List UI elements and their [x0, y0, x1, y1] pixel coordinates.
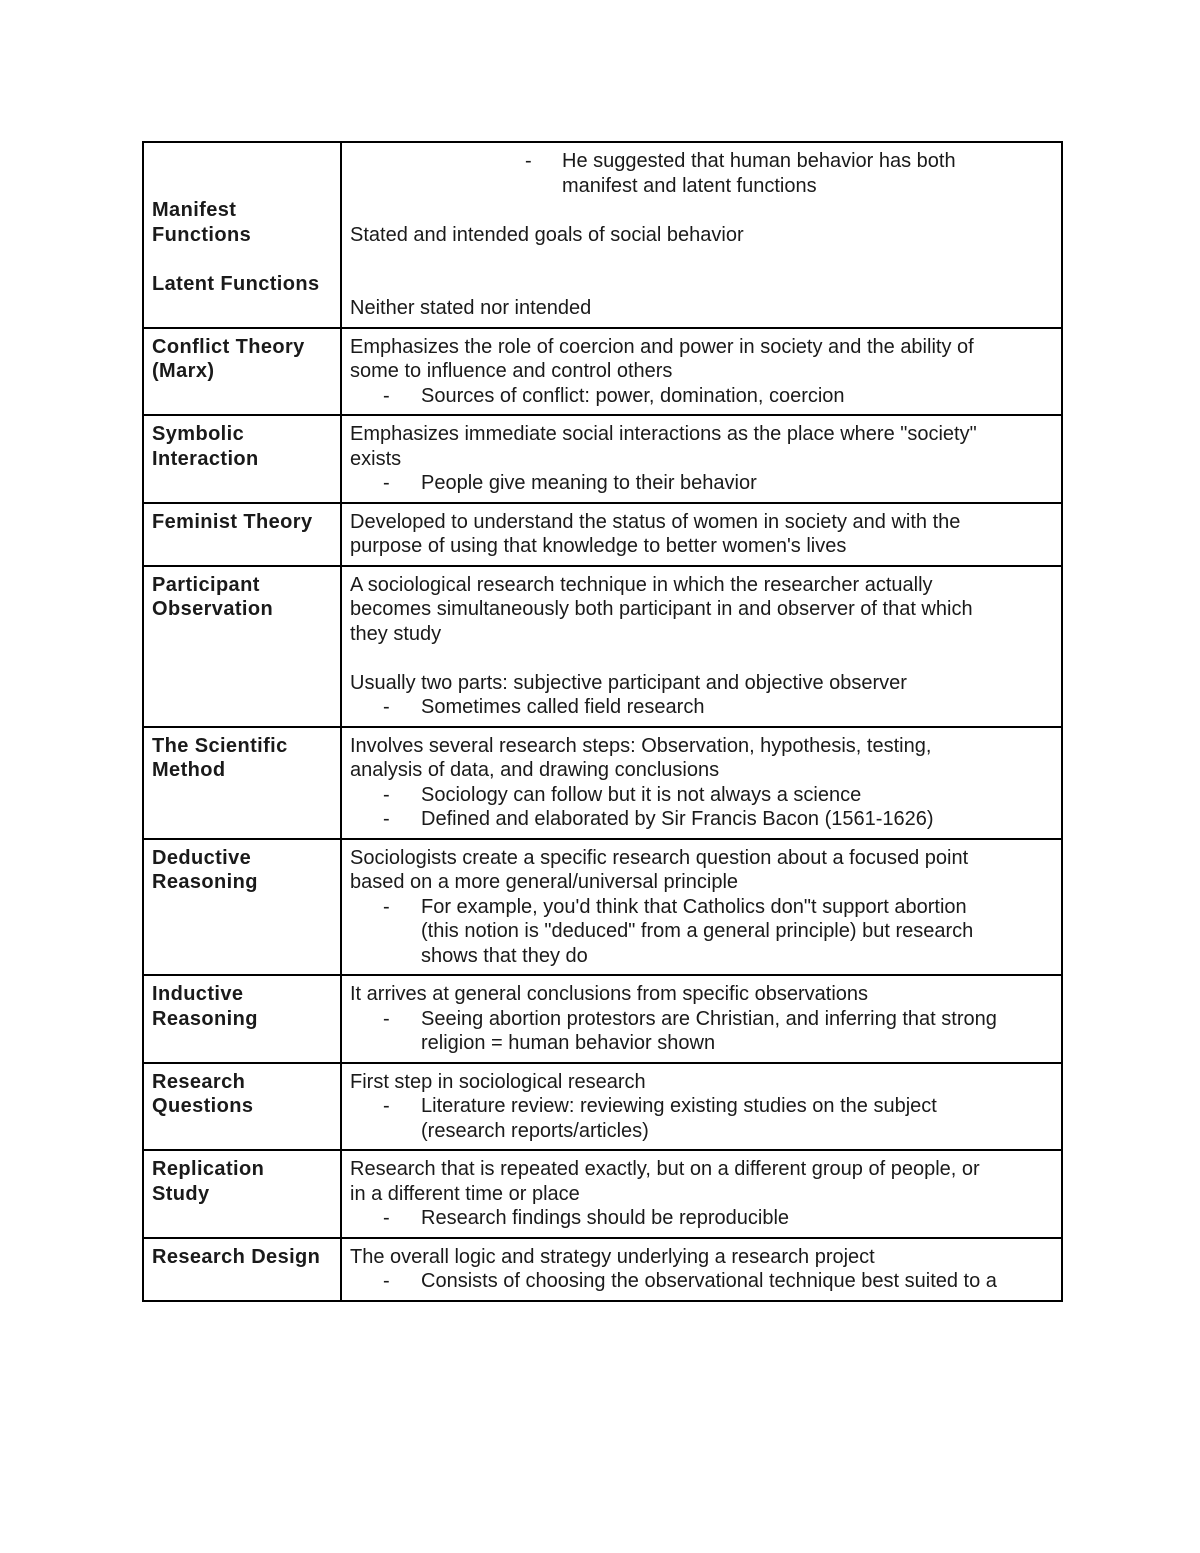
term-cell	[143, 1150, 341, 1238]
bullet-line: Seeing abortion protestors are Christian, and inferring that strong	[421, 1007, 997, 1030]
notes-table-body	[143, 142, 1062, 1301]
dash-bullet-icon: -	[383, 1095, 390, 1117]
bullet-item	[350, 149, 1053, 198]
term-cell	[143, 328, 341, 416]
definition-line: Emphasizes immediate social interactions as the place where "society"	[350, 423, 977, 445]
bullet-line: (research reports/articles)	[421, 1119, 649, 1142]
bullet-line: Consists of choosing the observational technique best suited to a	[421, 1270, 997, 1292]
dash-bullet-icon: -	[383, 895, 390, 918]
term-line: Manifest	[152, 199, 237, 221]
term-line: Symbolic	[152, 423, 245, 445]
dash-bullet-icon: -	[383, 696, 390, 718]
table-row	[143, 415, 1062, 503]
term-line: Questions	[152, 1095, 254, 1117]
definition-line: Involves several research steps: Observation, hypothesis, testing,	[350, 734, 932, 757]
dash-bullet-icon: -	[525, 150, 532, 172]
term-cell	[143, 975, 341, 1063]
notes-table	[142, 141, 1063, 1302]
definition-line: Usually two parts: subjective participant and objective observer	[350, 671, 907, 694]
definition-line: Neither stated nor intended	[350, 297, 592, 319]
term-cell	[143, 1063, 341, 1151]
definition-line: Stated and intended goals of social behavior	[350, 223, 744, 246]
bullet-line: (this notion is "deduced" from a general principle) but research	[421, 920, 974, 942]
term-cell	[143, 1238, 341, 1301]
definition-cell	[341, 727, 1062, 839]
bullet-item	[350, 695, 1053, 720]
table-row	[143, 142, 1062, 328]
bullet-item	[350, 1094, 1053, 1143]
bullet-item	[350, 1269, 1053, 1294]
bullet-line: People give meaning to their behavior	[421, 472, 757, 494]
table-row	[143, 1238, 1062, 1301]
bullet-item	[350, 807, 1053, 832]
bullet-line: Sources of conflict: power, domination, coercion	[421, 384, 845, 407]
term-line: Inductive	[152, 983, 244, 1005]
definition-line: A sociological research technique in which the researcher actually	[350, 573, 933, 596]
term-line: Observation	[152, 598, 274, 620]
definition-line: The overall logic and strategy underlying a research project	[350, 1245, 875, 1268]
dash-bullet-icon: -	[383, 1207, 390, 1229]
definition-line: some to influence and control others	[350, 360, 673, 382]
definition-line: Emphasizes the role of coercion and power in society and the ability of	[350, 335, 974, 358]
bullet-line: Sometimes called field research	[421, 696, 705, 718]
term-cell	[143, 727, 341, 839]
term-line: Participant	[152, 573, 260, 596]
term-line: (Marx)	[152, 360, 215, 382]
bullet-item	[350, 471, 1053, 496]
definition-cell	[341, 839, 1062, 976]
bullet-item	[350, 1206, 1053, 1231]
bullet-line: Literature review: reviewing existing studies on the subject	[421, 1095, 937, 1117]
bullet-line: He suggested that human behavior has both	[562, 150, 956, 172]
term-cell	[143, 839, 341, 976]
table-row	[143, 727, 1062, 839]
table-row	[143, 503, 1062, 566]
definition-line: Sociologists create a specific research question about a focused point	[350, 846, 969, 869]
term-line: Feminist Theory	[152, 510, 313, 533]
definition-line: Research that is repeated exactly, but on a different group of people, or	[350, 1158, 980, 1180]
term-cell	[143, 566, 341, 727]
table-row	[143, 328, 1062, 416]
table-row	[143, 566, 1062, 727]
definition-cell	[341, 328, 1062, 416]
dash-bullet-icon: -	[383, 783, 390, 806]
term-line: Research	[152, 1070, 246, 1093]
term-cell	[143, 142, 341, 328]
definition-line: becomes simultaneously both participant in and observer of that which	[350, 598, 973, 620]
bullet-line: shows that they do	[421, 944, 588, 967]
bullet-item	[350, 384, 1053, 409]
definition-cell	[341, 975, 1062, 1063]
definition-cell	[341, 503, 1062, 566]
bullet-line: Defined and elaborated by Sir Francis Bacon (1561-1626)	[421, 808, 934, 830]
term-line: Deductive	[152, 846, 252, 869]
definition-cell	[341, 415, 1062, 503]
definition-line: purpose of using that knowledge to better women's lives	[350, 535, 847, 557]
table-row	[143, 839, 1062, 976]
bullet-item	[350, 895, 1053, 969]
term-line: Research Design	[152, 1245, 321, 1268]
term-line: Functions	[152, 223, 252, 246]
dash-bullet-icon: -	[383, 384, 390, 407]
dash-bullet-icon: -	[383, 472, 390, 494]
definition-line: exists	[350, 447, 402, 470]
term-line: The Scientific	[152, 734, 288, 757]
table-row	[143, 1150, 1062, 1238]
term-line: Reasoning	[152, 1007, 258, 1030]
bullet-line: manifest and latent functions	[562, 174, 817, 197]
definition-cell	[341, 142, 1062, 328]
bullet-item	[350, 783, 1053, 808]
bullet-line: Sociology can follow but it is not always a science	[421, 783, 862, 806]
definition-cell	[341, 1150, 1062, 1238]
definition-line: Developed to understand the status of women in society and with the	[350, 510, 961, 533]
bullet-item	[350, 1007, 1053, 1056]
term-line: Interaction	[152, 447, 259, 470]
dash-bullet-icon: -	[383, 1270, 390, 1292]
definition-cell	[341, 1063, 1062, 1151]
definition-line: It arrives at general conclusions from specific observations	[350, 983, 869, 1005]
term-cell	[143, 415, 341, 503]
definition-line: analysis of data, and drawing conclusions	[350, 759, 720, 781]
term-cell	[143, 503, 341, 566]
table-row	[143, 975, 1062, 1063]
bullet-line: Research findings should be reproducible	[421, 1207, 790, 1229]
definition-line: based on a more general/universal principle	[350, 871, 739, 893]
term-line: Method	[152, 759, 226, 781]
definition-cell	[341, 566, 1062, 727]
definition-line: in a different time or place	[350, 1182, 580, 1205]
definition-line: First step in sociological research	[350, 1070, 646, 1093]
dash-bullet-icon: -	[383, 1007, 390, 1030]
term-line: Latent Functions	[152, 272, 320, 295]
term-line: Reasoning	[152, 871, 258, 893]
bullet-line: For example, you'd think that Catholics don"t support abortion	[421, 895, 967, 918]
dash-bullet-icon: -	[383, 808, 390, 830]
definition-line: they study	[350, 622, 442, 645]
term-line: Conflict Theory	[152, 335, 305, 358]
bullet-line: religion = human behavior shown	[421, 1032, 716, 1054]
table-row	[143, 1063, 1062, 1151]
definition-cell	[341, 1238, 1062, 1301]
term-line: Study	[152, 1182, 210, 1205]
term-line: Replication	[152, 1158, 265, 1180]
